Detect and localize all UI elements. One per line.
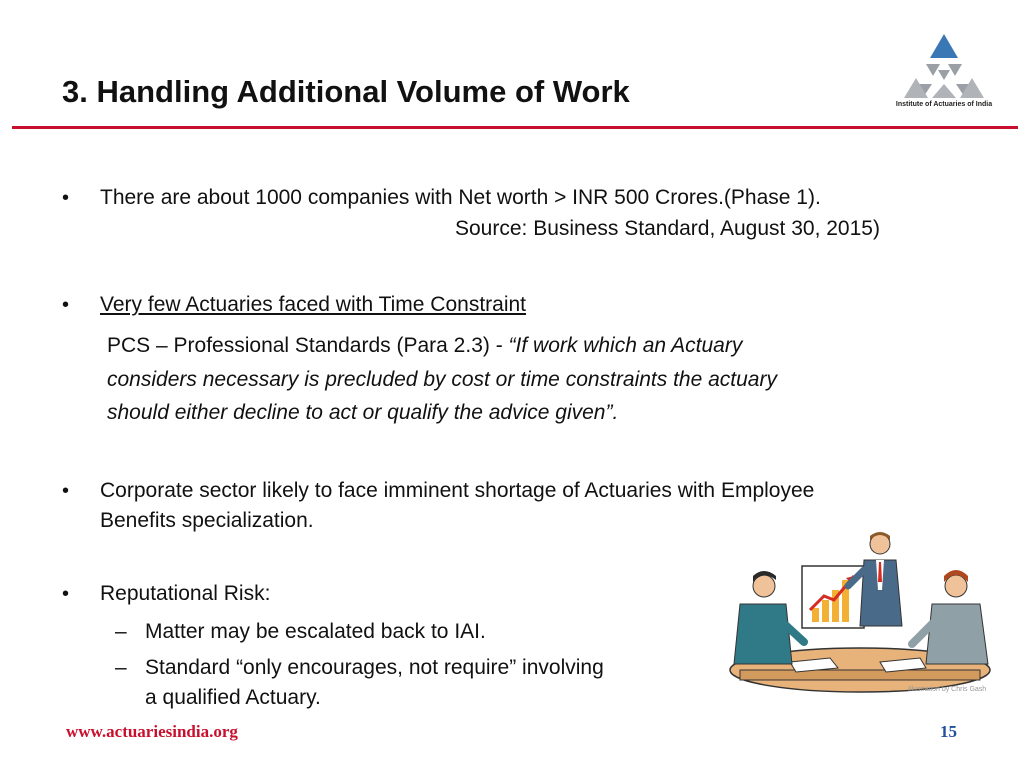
footer-website-link[interactable]: www.actuariesindia.org: [66, 722, 238, 741]
bullet-1-source: Source: Business Standard, August 30, 2015): [455, 217, 880, 240]
bullet-marker: •: [62, 187, 70, 209]
bullet-1-text: There are about 1000 companies with Net worth > INR 500 Crores.(Phase 1).: [100, 186, 821, 209]
logo-caption: Institute of Actuaries of India: [895, 101, 993, 108]
bullet-2-para-line-1: [107, 332, 742, 360]
page-number: 15: [940, 722, 957, 741]
illustration-credit: Illustration by Chris Gash: [908, 686, 987, 693]
quote-text: “If work which an Actuary: [508, 334, 743, 357]
bullet-marker: •: [62, 294, 70, 316]
sub-bullet-marker: –: [115, 656, 127, 679]
title-divider: [12, 126, 1018, 129]
bullet-marker: •: [62, 480, 70, 502]
sub-bullet-2-line-2: a qualified Actuary.: [145, 686, 321, 709]
bullet-4-heading: Reputational Risk:: [100, 582, 271, 605]
pcs-reference: PCS – Professional Standards (Para 2.3) -: [107, 334, 509, 357]
bullet-3-line-2: Benefits specialization.: [100, 509, 314, 532]
sub-bullet-1: Matter may be escalated back to IAI.: [145, 620, 486, 643]
bullet-2-heading: Very few Actuaries faced with Time Constraint: [100, 293, 527, 316]
bullet-2-quote-line-3: should either decline to act or qualify the advice given”.: [107, 401, 619, 424]
meeting-illustration: [720, 530, 1000, 700]
bullet-marker: •: [62, 583, 70, 605]
bullet-3-line-1: Corporate sector likely to face imminent shortage of Actuaries with Employee: [100, 479, 815, 502]
sub-bullet-2-line-1: Standard “only encourages, not require” involving: [145, 656, 604, 679]
slide-title: 3. Handling Additional Volume of Work: [62, 74, 630, 109]
sub-bullet-marker: –: [115, 620, 127, 643]
bullet-2-quote-line-2: considers necessary is precluded by cost or time constraints the actuary: [107, 368, 777, 391]
